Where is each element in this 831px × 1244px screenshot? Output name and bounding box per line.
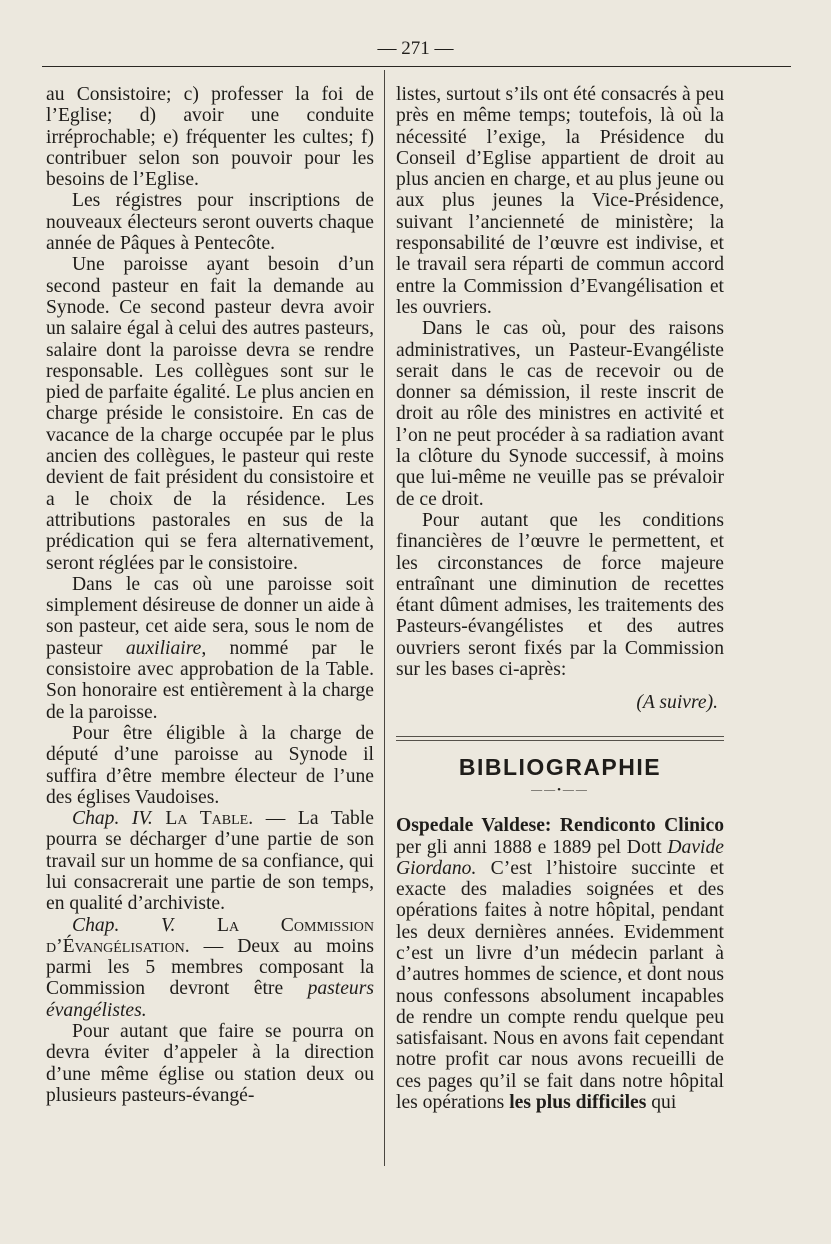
paragraph <box>46 574 374 723</box>
section-separator <box>396 736 724 741</box>
paragraph <box>46 808 374 914</box>
paragraph: Les régistres pour inscriptions de nouveaux électeurs seront ouverts chaque année de Pâques à Pentecôte. <box>46 190 374 255</box>
chapter-title: La Table. <box>165 808 254 830</box>
section-title: BIBLIOGRAPHIE <box>458 753 662 780</box>
left-column <box>46 84 374 1106</box>
paragraph: Une paroisse ayant besoin d’un second pasteur en fait la demande au Synode. Ce second pasteur devra avoir un salaire égal à celui des autres pasteurs, salaire dont la paroisse devra se rendre responsable. Les collègues sont sur le pied de parfaite égalité. Le plus ancien en charge préside le consistoire. En cas de vacance de la charge occupée par le plus ancien des collègues, le pasteur qui reste devient de fait président du consistoire et a le choix de la résidence. Les attributions pastorales en sus de la prédication qui se fera alternativement, seront réglées par le consistoire. <box>46 254 374 574</box>
to-be-continued: (A suivre). <box>636 692 718 714</box>
chapter-number: Chap. IV. <box>72 808 153 830</box>
right-column <box>396 84 724 1113</box>
text: , nommé par le consistoire avec approbation de la Table. Son honoraire est entièrement à la charge de la paroisse. <box>46 637 374 723</box>
paragraph: au Consistoire; c) professer la foi de l’Eglise; d) avoir une conduite irréprochable; e) fréquenter les cultes; f) contribuer selon son pouvoir pour les besoins de l’Eglise. <box>46 84 374 191</box>
paragraph: Pour autant que faire se pourra on devra éviter d’appeler à la direction d’une même église ou station deux ou plusieurs pasteurs-évangé- <box>46 1021 374 1106</box>
chapter-title: La Commission d’Évangélisation. <box>46 914 374 957</box>
text: qui <box>646 1092 677 1114</box>
text: per gli anni 1888 e 1889 pel Dott <box>396 836 668 858</box>
emphasis-bold: les plus difficiles <box>509 1092 647 1114</box>
chapter-number: Chap. V. <box>72 914 176 936</box>
text: — Deux au moins parmi les 5 membres composant la Commission devront être <box>46 935 374 1000</box>
paragraph <box>396 815 724 1113</box>
book-title: Ospedale Valdese: Rendiconto Clinico <box>396 815 724 837</box>
text: — La Table pourra se décharger d’une partie de son travail sur un homme de sa confiance, qui lui consacrerait une partie de son temps, en qualité d’archiviste. <box>46 808 374 915</box>
author: Davide Giordano. <box>396 836 724 879</box>
header-rule <box>42 66 791 67</box>
paragraph <box>46 915 374 1021</box>
ornament: ——•—— <box>531 783 589 796</box>
text: C’est l’histoire succinte et exacte des maladies soignées et des opérations faites à notre hôpital, pendant les deux dernières années. Evidemment c’est un livre d’un médecin parlant à d’autres hommes de science, et dont nous nous confessons absolument incapables de rendre un compte rendu quelque peu satisfaisant. Nous en avons fait cependant notre profit car nous avons recueilli de ces pages qu’il se fait dans notre hôpital les opérations <box>396 857 724 1114</box>
paragraph: Pour être éligible à la charge de député d’une paroisse au Synode il suffira d’être membre électeur de l’une des églises Vaudoises. <box>46 722 374 808</box>
emphasis: pasteurs évangélistes. <box>46 978 374 1021</box>
emphasis: auxiliaire <box>125 637 202 659</box>
paragraph: Dans le cas où, pour des raisons administratives, un Pasteur-Evangéliste serait dans le cas de recevoir ou de donner sa démission, il reste inscrit de droit au rôle des ministres en activité et l’on ne peut procéder à sa radiation avant la clôture du Synode successif, à moins que lui-même ne veuille pas se prévaloir de ce droit. <box>396 318 724 510</box>
page-number: — 271 — <box>377 38 454 59</box>
paragraph: listes, surtout s’ils ont été consacrés à peu près en même temps; toutefois, là où la nécessité l’exige, la Présidence du Conseil d’Eglise appartient de droit au plus ancien en charge, et au plus jeune ou aux plus jeunes la Vice-Présidence, suivant l’ancienneté de ministère; la responsabilité de l’œuvre est indivise, et le travail sera réparti de commun accord entre la Commission d’Evangélisation et les ouvriers. <box>396 84 724 318</box>
text: Dans le cas où une paroisse soit simplement désireuse de donner un aide à son pasteur, cet aide sera, sous le nom de pasteur <box>46 573 374 659</box>
column-divider <box>384 70 385 1166</box>
paragraph: Pour autant que les conditions financières de l’œuvre le permettent, et les circonstances de force majeure entraînant une diminution de recettes étant dûment admises, les traitements des Pasteurs-évangélistes et des autres ouvriers seront fixés par la Commission sur les bases ci-après: <box>396 509 724 681</box>
